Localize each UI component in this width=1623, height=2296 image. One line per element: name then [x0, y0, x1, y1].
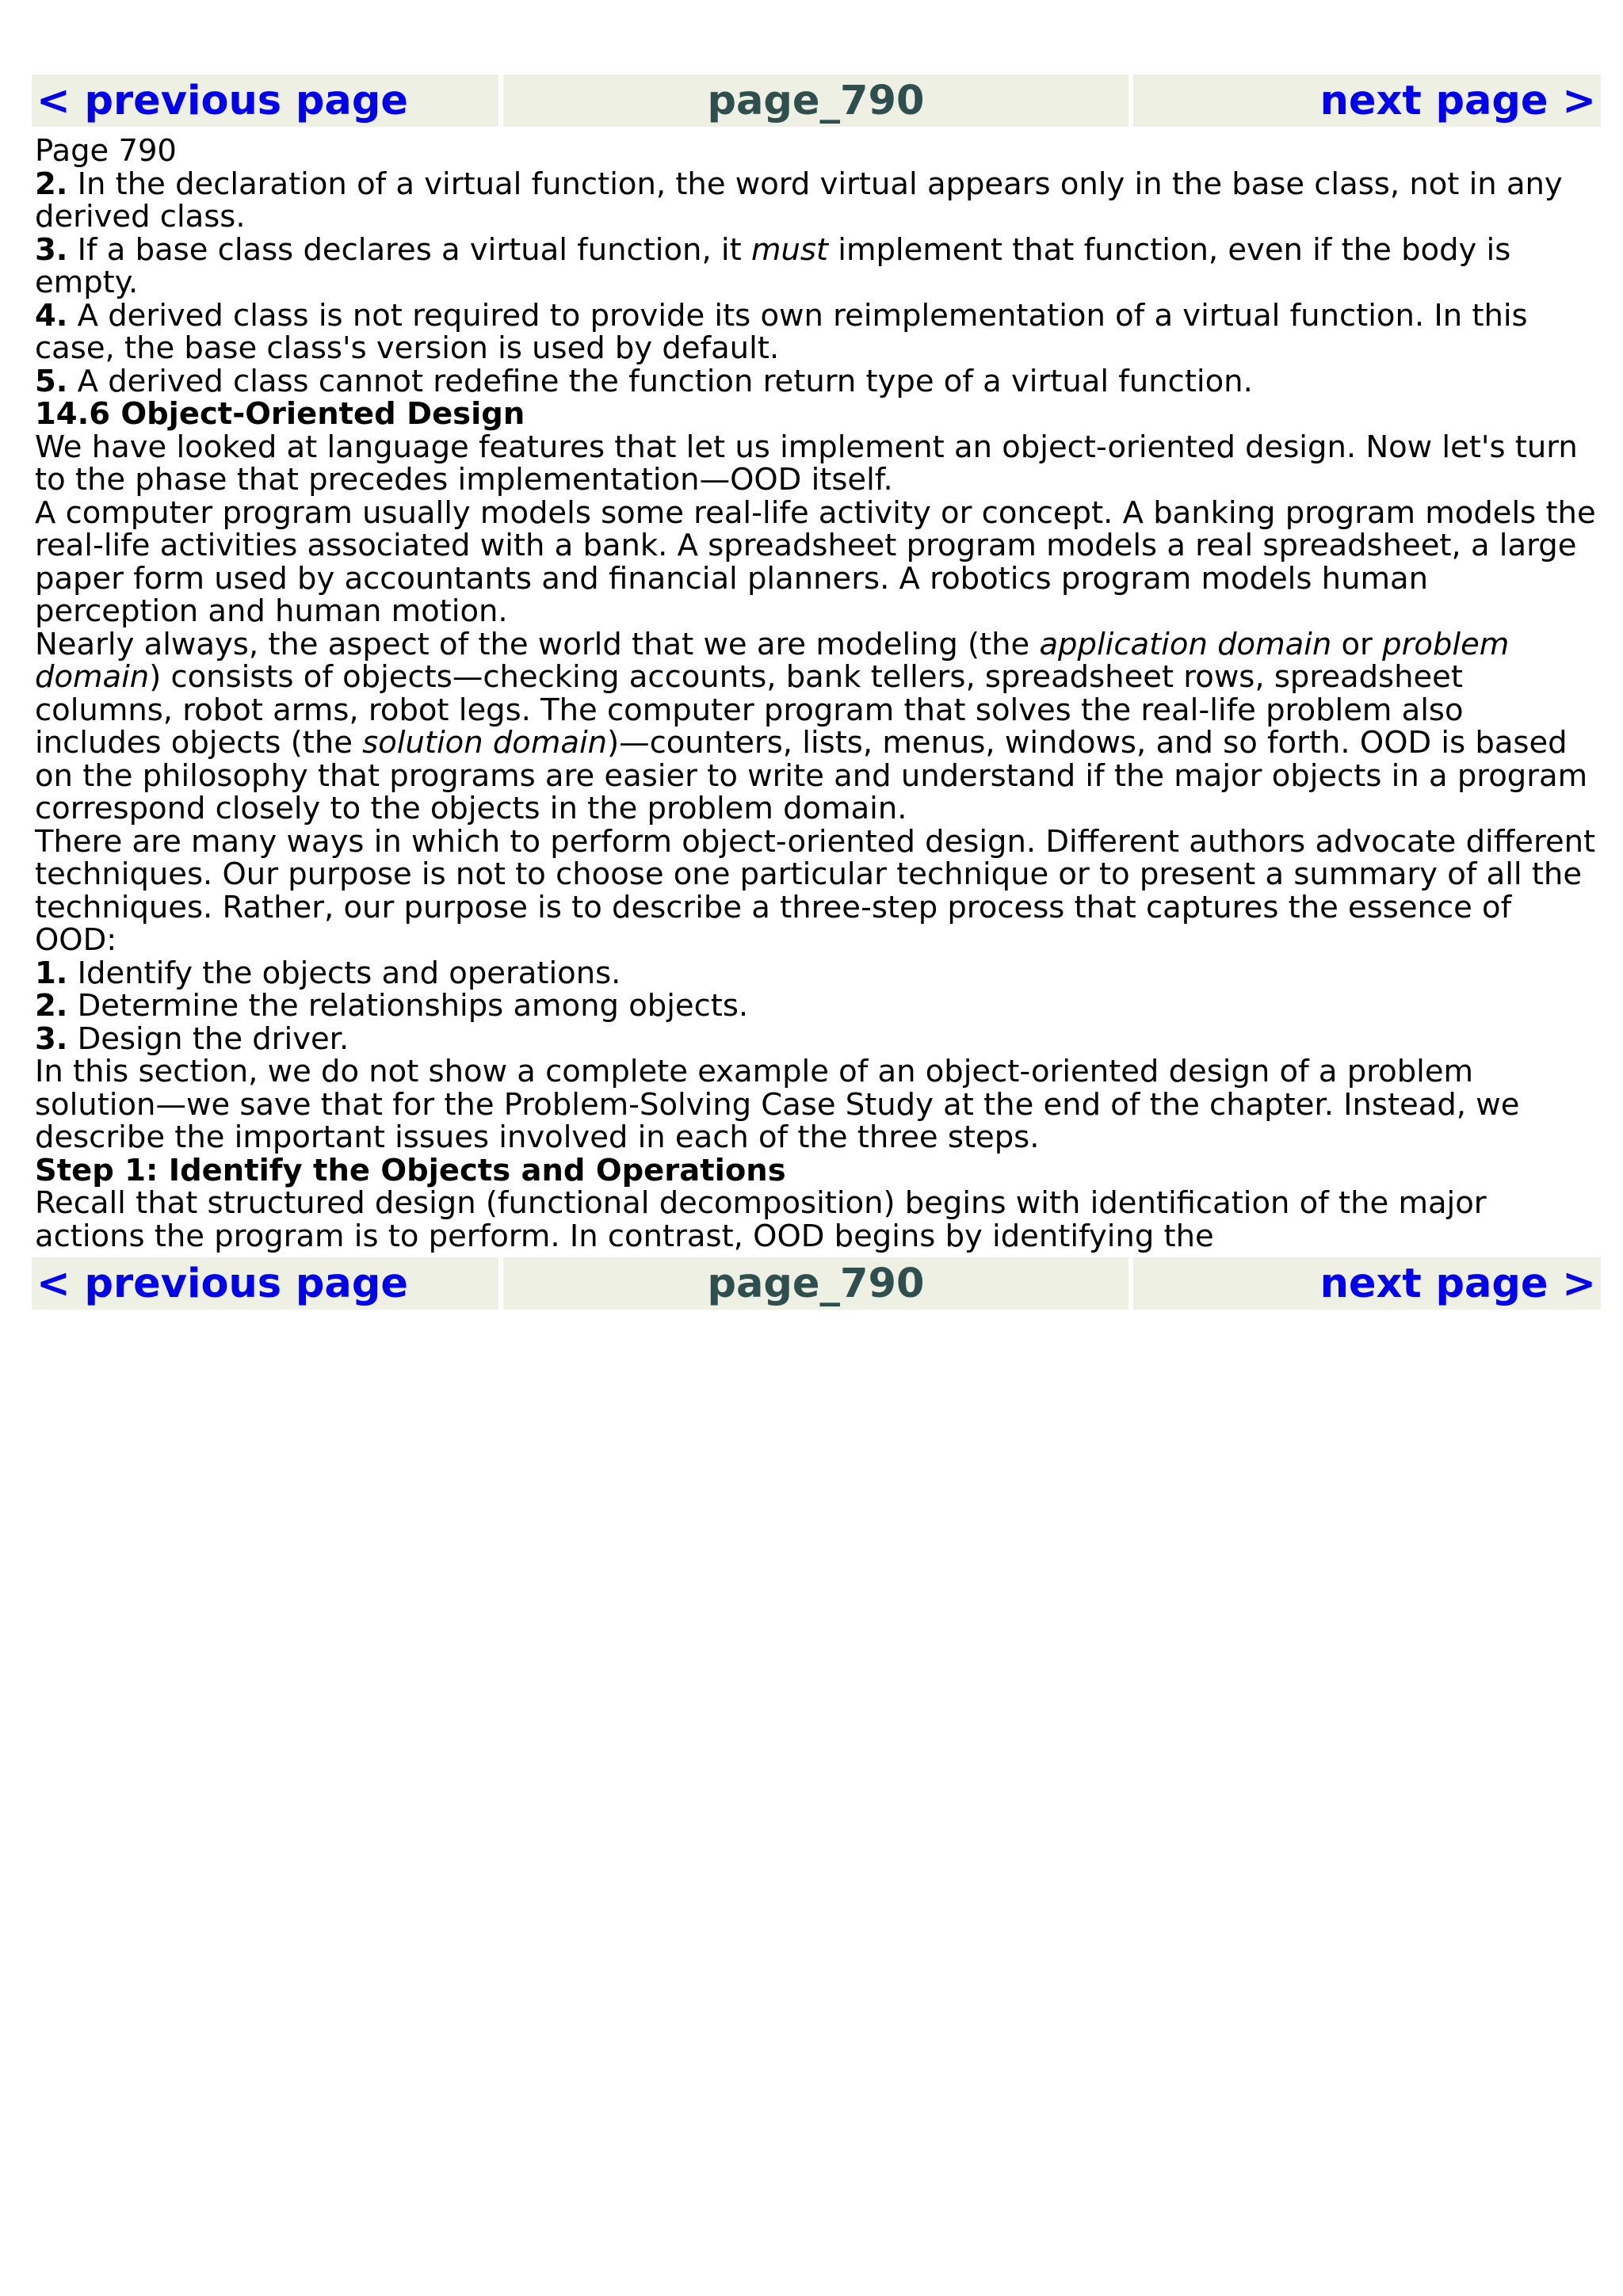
paragraph-text: ) consists of objects—checking accounts, bank tellers, spreadsheet rows, spreadsheet columns, robot arms, robot legs. The computer program that solves the real-life problem also includes objects (the — [35, 659, 1464, 761]
step-number: 3. — [35, 1020, 68, 1057]
rule-item-3 — [35, 231, 1598, 300]
paragraph-text: Nearly always, the aspect of the world that we are modeling (the — [35, 626, 1040, 662]
next-page-link[interactable]: next page > — [1133, 74, 1601, 127]
term-application-domain: application domain — [1039, 626, 1332, 662]
rule-text: A derived class cannot redefine the function return type of a virtual function. — [67, 363, 1253, 399]
step-text: Identify the objects and operations. — [67, 955, 621, 991]
rule-number: 2. — [35, 166, 68, 202]
step-number: 2. — [35, 988, 68, 1024]
paragraph-techniques: There are many ways in which to perform object-oriented design. Different authors advocate different techniques. Our purpose is not to choose one particular technique or to present a summary of all the techniques. Rather, our purpose is to describe a three-step process that captures the essence of OOD: — [35, 823, 1596, 958]
rule-text: If a base class declares a virtual function, it — [67, 231, 751, 268]
step-number: 1. — [35, 955, 68, 991]
rule-item-2 — [35, 168, 1598, 234]
subsection-heading: Step 1: Identify the Objects and Operations — [35, 1152, 786, 1188]
rule-text: A derived class is not required to provide its own reimplementation of a virtual function. In this case, the base class's version is used by default. — [35, 297, 1528, 366]
term-problem-domain: problem domain — [35, 626, 1510, 695]
rule-number: 5. — [35, 363, 68, 399]
paragraph-structured-design: Recall that structured design (functional decomposition) begins with identification of the major actions the program is to perform. In contrast, OOD begins by identifying the — [35, 1185, 1487, 1254]
page-content — [32, 127, 1601, 1257]
step-item-3 — [35, 1020, 1598, 1057]
paragraph-text: or — [1331, 626, 1383, 662]
paragraph-modeling: A computer program usually models some real-life activity or concept. A banking program models the real-life activities associated with a bank. A spreadsheet program models a real spreadsheet, a large paper form used by accountants and financial planners. A robotics program models human perception and human motion. — [35, 494, 1596, 629]
paragraph-text: )—counters, lists, menus, windows, and so forth. OOD is based on the philosophy that programs are easier to write and understand if the major objects in a program correspond closely to the objects in the problem domain. — [35, 725, 1588, 826]
previous-page-link[interactable]: < previous page — [32, 1257, 498, 1310]
rule-item-5 — [35, 365, 1598, 399]
previous-page-link[interactable]: < previous page — [32, 74, 498, 127]
rule-text: implement that function, even if the body is empty. — [35, 231, 1511, 300]
step-item-2 — [35, 990, 1598, 1023]
paragraph-domains — [35, 628, 1598, 826]
rule-emphasis: must — [750, 231, 829, 268]
step-text: Design the driver. — [67, 1020, 349, 1057]
page-id-label: page_790 — [503, 74, 1128, 127]
section-heading: 14.6 Object-Oriented Design — [35, 396, 525, 432]
bottom-navigation-bar — [32, 1257, 1601, 1310]
rule-item-4 — [35, 299, 1598, 365]
next-page-link[interactable]: next page > — [1133, 1257, 1601, 1310]
rule-number: 4. — [35, 297, 68, 334]
page-number: Page 790 — [35, 133, 177, 169]
step-item-1 — [35, 957, 1598, 990]
term-solution-domain: solution domain — [362, 725, 608, 761]
rule-text: In the declaration of a virtual function, the word virtual appears only in the base class, not in any derived class. — [35, 166, 1563, 235]
paragraph-section-overview: In this section, we do not show a complete example of an object-oriented design of a problem solution—we save that for the Problem-Solving Case Study at the end of the chapter. Instead, we describe the important issues involved in each of the three steps. — [35, 1054, 1520, 1155]
book-page — [32, 74, 1601, 1310]
rule-number: 3. — [35, 231, 68, 268]
top-navigation-bar — [32, 74, 1601, 127]
step-text: Determine the relationships among objects. — [67, 988, 749, 1024]
paragraph-intro: We have looked at language features that let us implement an object-oriented design. Now let's turn to the phase that precedes implementation—OOD itself. — [35, 429, 1578, 498]
page-id-label: page_790 — [503, 1257, 1128, 1310]
